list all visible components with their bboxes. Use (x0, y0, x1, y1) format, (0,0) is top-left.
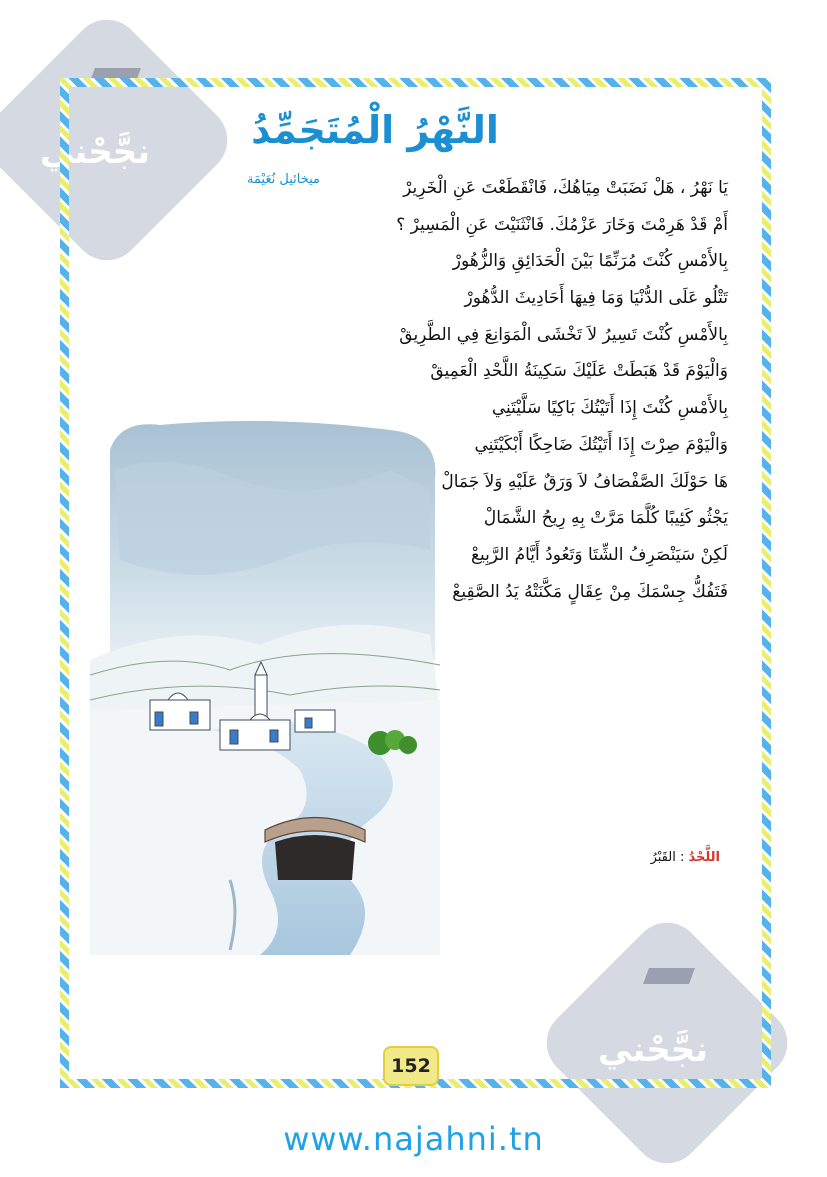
glossary-definition: القَبْرُ (650, 850, 676, 865)
poem-line: وَالْيَوْمَ قَدْ هَبَطَتْ عَلَيْكَ سَكِينَةُ اللَّحْدِ الْعَمِيقْ (430, 361, 728, 382)
poem-title: النَّهْرُ الْمُتَجَمِّدُ (251, 108, 499, 152)
poem-line: بِالأَمْسِ كُنْتَ إِذَا أَتَيْتُكَ بَاكِيًا سَلَّيْتَنِي (491, 398, 728, 419)
poem-line: لَكِنْ سَيَنْصَرِفُ الشِّتَا وَتَعُودُ أَيَّامُ الرَّبِيعْ (470, 544, 728, 565)
poem-line: فَتَفُكُّ جِسْمَكَ مِنْ عِقَالٍ مَكَّنَتْهُ يَدُ الصَّقِيعْ (452, 581, 728, 602)
watermark-text-top: نجَّحْني (40, 132, 151, 172)
watermark-text-bottom: نجَّحْني (598, 1030, 709, 1070)
page-number: 152 (383, 1046, 439, 1086)
poem-line: يَجْثُو كَئِيبًا كُلَّمَا مَرَّتْ بِهِ رِيحُ الشَّمَالْ (483, 508, 728, 529)
poem-author: ميخائيل نُعَيْمَة (246, 172, 320, 187)
glossary-term: اللَّحْدُ (688, 850, 720, 865)
glossary-note (560, 850, 720, 865)
website-link[interactable]: www.najahni.tn (283, 1120, 544, 1158)
poem-line: أَمْ قَدْ هَرِمْتَ وَخَارَ عَزْمُكَ. فَانْثَنَيْتَ عَنِ الْمَسِيرْ ؟ (396, 214, 728, 235)
poem-line: بِالأَمْسِ كُنْتَ تَسِيرُ لاَ تَخْشَى الْمَوَانِعَ فِي الطَّرِيقْ (399, 324, 728, 345)
glossary-separator: : (675, 850, 689, 865)
poem-line: يَا نَهْرُ ، هَلْ نَضَبَتْ مِيَاهُكَ، فَانْقَطَعْتَ عَنِ الْخَرِيرْ (403, 178, 728, 198)
bridge (265, 818, 365, 881)
poem-line: تَتْلُو عَلَى الدُّنْيَا وَمَا فِيهَا أَحَادِيثَ الدُّهُورْ (464, 288, 728, 309)
frozen-river-illustration (90, 410, 450, 955)
poem-line: هَا حَوْلَكَ الصَّفْصَافُ لاَ وَرَقٌ عَلَيْهِ وَلاَ جَمَالْ (441, 471, 728, 492)
poem-line: بِالأَمْسِ كُنْتَ مُرَنِّمًا بَيْنَ الْحَدَائِقِ وَالزُّهُورْ (452, 251, 728, 272)
poem-line: وَالْيَوْمَ صِرْتَ إِذَا أَتَيْتُكَ ضَاحِكًا أَبْكَيْتَنِي (474, 434, 728, 455)
